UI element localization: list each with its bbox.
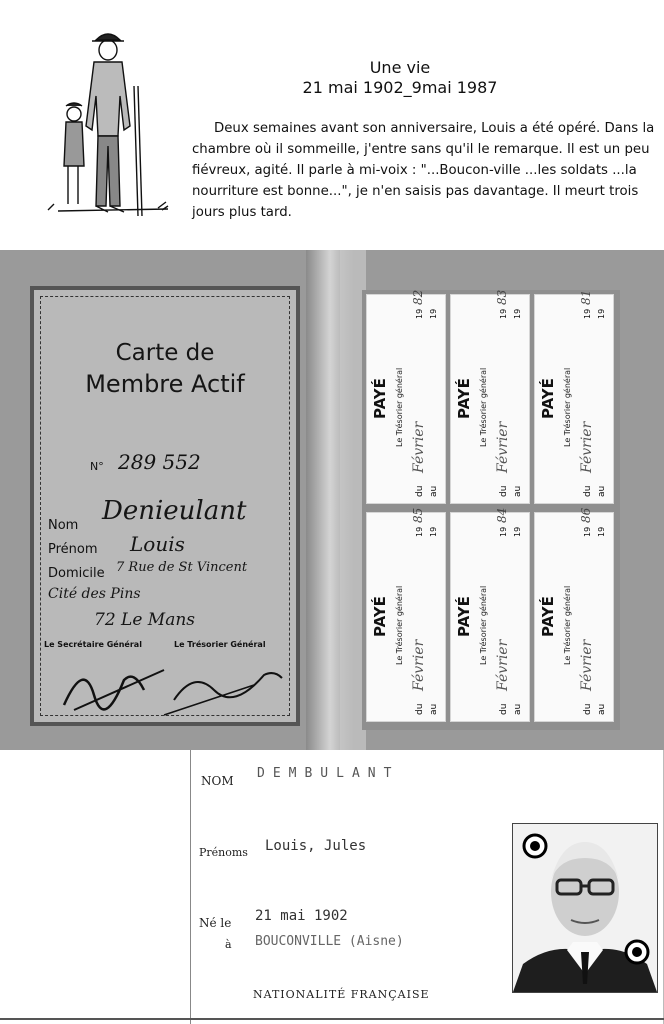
- card-number-label: N°: [90, 460, 104, 473]
- card-number-value: 289 552: [118, 450, 201, 474]
- tresorier-label: Le Trésorier Général: [174, 640, 266, 649]
- elderly-man-portrait: [513, 824, 657, 992]
- nom-value: Denieulant: [102, 496, 247, 526]
- stamp-year-1: 19: [499, 526, 508, 537]
- idx-ne-label: Né le: [199, 916, 232, 930]
- dues-stamp: [450, 507, 530, 722]
- title-text: Une vie: [369, 58, 431, 77]
- stamp-au: au: [597, 485, 607, 497]
- stamp-handwritten-year: 86: [579, 507, 593, 523]
- idx-prenoms-label: Prénoms: [199, 846, 248, 859]
- stamp-handwritten-year: 83: [495, 289, 509, 305]
- stamp-handwritten-month: Février: [411, 421, 427, 473]
- idx-prenoms-value: Louis, Jules: [265, 838, 367, 854]
- life-dates: 21 mai 1902_9mai 1987: [302, 78, 498, 97]
- dues-stamp: [534, 507, 614, 722]
- stamp-du: du: [583, 485, 593, 497]
- domicile-label: Domicile: [48, 566, 105, 581]
- stamp-handwritten-month: Février: [495, 421, 511, 473]
- dues-stamp: [534, 289, 614, 504]
- stamp-year-2: 19: [429, 308, 438, 319]
- dues-stamp: [450, 289, 530, 504]
- stamp-year-1: 19: [583, 308, 592, 319]
- intro-section: [0, 0, 664, 250]
- stamp-paye: PAYÉ: [539, 596, 557, 637]
- idx-nom-value: DEMBULANT: [257, 766, 400, 781]
- prenom-label: Prénom: [48, 542, 98, 557]
- stamp-handwritten-month: Février: [495, 639, 511, 691]
- dues-stamp: [366, 507, 446, 722]
- stamp-handwritten-year: 85: [411, 507, 425, 523]
- stamp-handwritten-year: 82: [411, 289, 425, 305]
- stamp-year-2: 19: [597, 526, 606, 537]
- card-left-panel: [30, 286, 300, 726]
- stamp-paye: PAYÉ: [371, 378, 389, 419]
- stamp-paye: PAYÉ: [371, 596, 389, 637]
- narrative-text: Deux semaines avant son anniversaire, Louis a été opéré. Dans la chambre où il sommeille, j'entre sans qu'il le remarque. Il est un peu fiévreux, agité. Il parle à mi-voix : "...Boucon-ville ...les soldats ...la nourriture est bonne...", je n'en saisis pas davantage. Il meurt trois jours plus tard.: [192, 121, 655, 220]
- stamp-paye: PAYÉ: [539, 378, 557, 419]
- stamp-du: du: [499, 703, 509, 715]
- idx-a-value: BOUCONVILLE (Aisne): [255, 934, 404, 949]
- stamp-tresorier: Le Trésorier général: [395, 367, 404, 447]
- nom-label: Nom: [48, 518, 79, 533]
- life-title: [250, 58, 550, 98]
- stamp-au: au: [429, 485, 439, 497]
- card-title-line2: Membre Actif: [85, 370, 245, 398]
- stamp-tresorier: Le Trésorier général: [563, 585, 572, 665]
- bottom-divider: [0, 1018, 664, 1020]
- secretaire-label: Le Secrétaire Général: [44, 640, 142, 649]
- stamp-du: du: [499, 485, 509, 497]
- stamp-au: au: [513, 703, 523, 715]
- domicile-line3: 72 Le Mans: [94, 610, 196, 630]
- stamp-du: du: [415, 703, 425, 715]
- stamp-tresorier: Le Trésorier général: [395, 585, 404, 665]
- stamp-du: du: [583, 703, 593, 715]
- idx-a-label: à: [225, 938, 232, 951]
- stamp-paye: PAYÉ: [455, 596, 473, 637]
- stamp-year-1: 19: [583, 526, 592, 537]
- stamp-tresorier: Le Trésorier général: [479, 585, 488, 665]
- stamp-handwritten-month: Février: [579, 639, 595, 691]
- narrative-paragraph: [192, 118, 660, 223]
- stamp-handwritten-month: Février: [411, 639, 427, 691]
- stamp-handwritten-month: Février: [579, 421, 595, 473]
- stamp-year-2: 19: [597, 308, 606, 319]
- stamp-handwritten-year: 81: [579, 289, 593, 305]
- dues-stamp: [366, 289, 446, 504]
- idx-nom-label: NOM: [201, 774, 234, 788]
- signatures: [54, 650, 284, 720]
- stamp-year-2: 19: [513, 526, 522, 537]
- idx-ne-value: 21 mai 1902: [255, 908, 348, 924]
- stamp-du: du: [415, 485, 425, 497]
- dues-stamps-panel: [362, 290, 620, 730]
- stamp-paye: PAYÉ: [455, 378, 473, 419]
- stamp-au: au: [513, 485, 523, 497]
- stamp-au: au: [597, 703, 607, 715]
- stamp-year-2: 19: [429, 526, 438, 537]
- stamp-au: au: [429, 703, 439, 715]
- stamp-year-1: 19: [415, 308, 424, 319]
- idx-nationalite: NATIONALITÉ FRANÇAISE: [253, 988, 430, 1001]
- stamp-tresorier: Le Trésorier général: [563, 367, 572, 447]
- prenom-value: Louis: [130, 532, 185, 556]
- membership-card-photo: [0, 250, 664, 750]
- card-title-line1: Carte de: [115, 340, 215, 366]
- stamp-year-1: 19: [499, 308, 508, 319]
- portrait-photo: [512, 823, 658, 993]
- domicile-value: 7 Rue de St Vincent: [116, 560, 248, 575]
- stamp-year-1: 19: [415, 526, 424, 537]
- stamp-handwritten-year: 84: [495, 507, 509, 523]
- stamp-year-2: 19: [513, 308, 522, 319]
- stamp-tresorier: Le Trésorier général: [479, 367, 488, 447]
- soldier-and-child-drawing: [38, 26, 178, 226]
- domicile-line2: Cité des Pins: [48, 586, 141, 602]
